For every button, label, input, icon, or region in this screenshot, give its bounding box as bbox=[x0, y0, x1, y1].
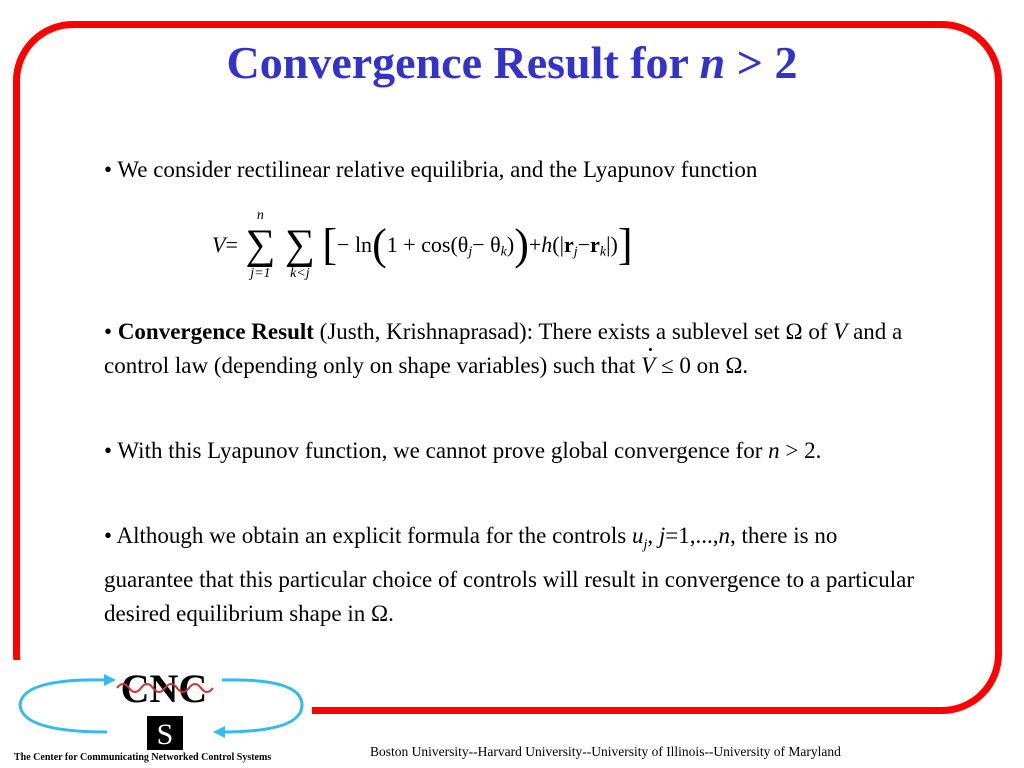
bullet-lyapunov: • We consider rectilinear relative equilibria, and the Lyapunov function bbox=[104, 157, 758, 182]
sum-j: n ∑ j=1 bbox=[245, 208, 276, 281]
logo-s-text: S bbox=[156, 718, 174, 751]
v-dot: · V bbox=[641, 353, 655, 378]
bullet-explicit-formula: • Although we obtain an explicit formula for the controls $u_j$, j=1,...,n, there is no guarantee that this particular choice of controls will result in convergence to a particular desired equilibrium shape in Ω. bbox=[104, 523, 915, 626]
slide-title: Convergence Result for n > 2 bbox=[226, 37, 798, 88]
footer-universities: Boston University--Harvard University--University of Illinois--University of Maryland bbox=[370, 744, 841, 759]
bullet-global-convergence: • With this Lyapunov function, we cannot prove global convergence for n > 2. bbox=[104, 438, 822, 463]
logo-caption: The Center for Communicating Networked Control Systems bbox=[14, 752, 272, 763]
lyapunov-equation: V= n ∑ j=1 ∑ k<j [− $\ln(1 + \cos(\theta_j- \theta_k))+h(|r_j-r_k|)$] bbox=[212, 208, 633, 281]
bullet-convergence-result: • Convergence Result (Justh, Krishnaprasad): There exists a sublevel set Ω of V and a control law (depending only on shape variables) such that · V ≤ 0 on Ω. bbox=[104, 315, 924, 383]
logo-cnc-text: CNC bbox=[120, 666, 208, 711]
sum-k: ∑ k<j bbox=[284, 222, 315, 281]
